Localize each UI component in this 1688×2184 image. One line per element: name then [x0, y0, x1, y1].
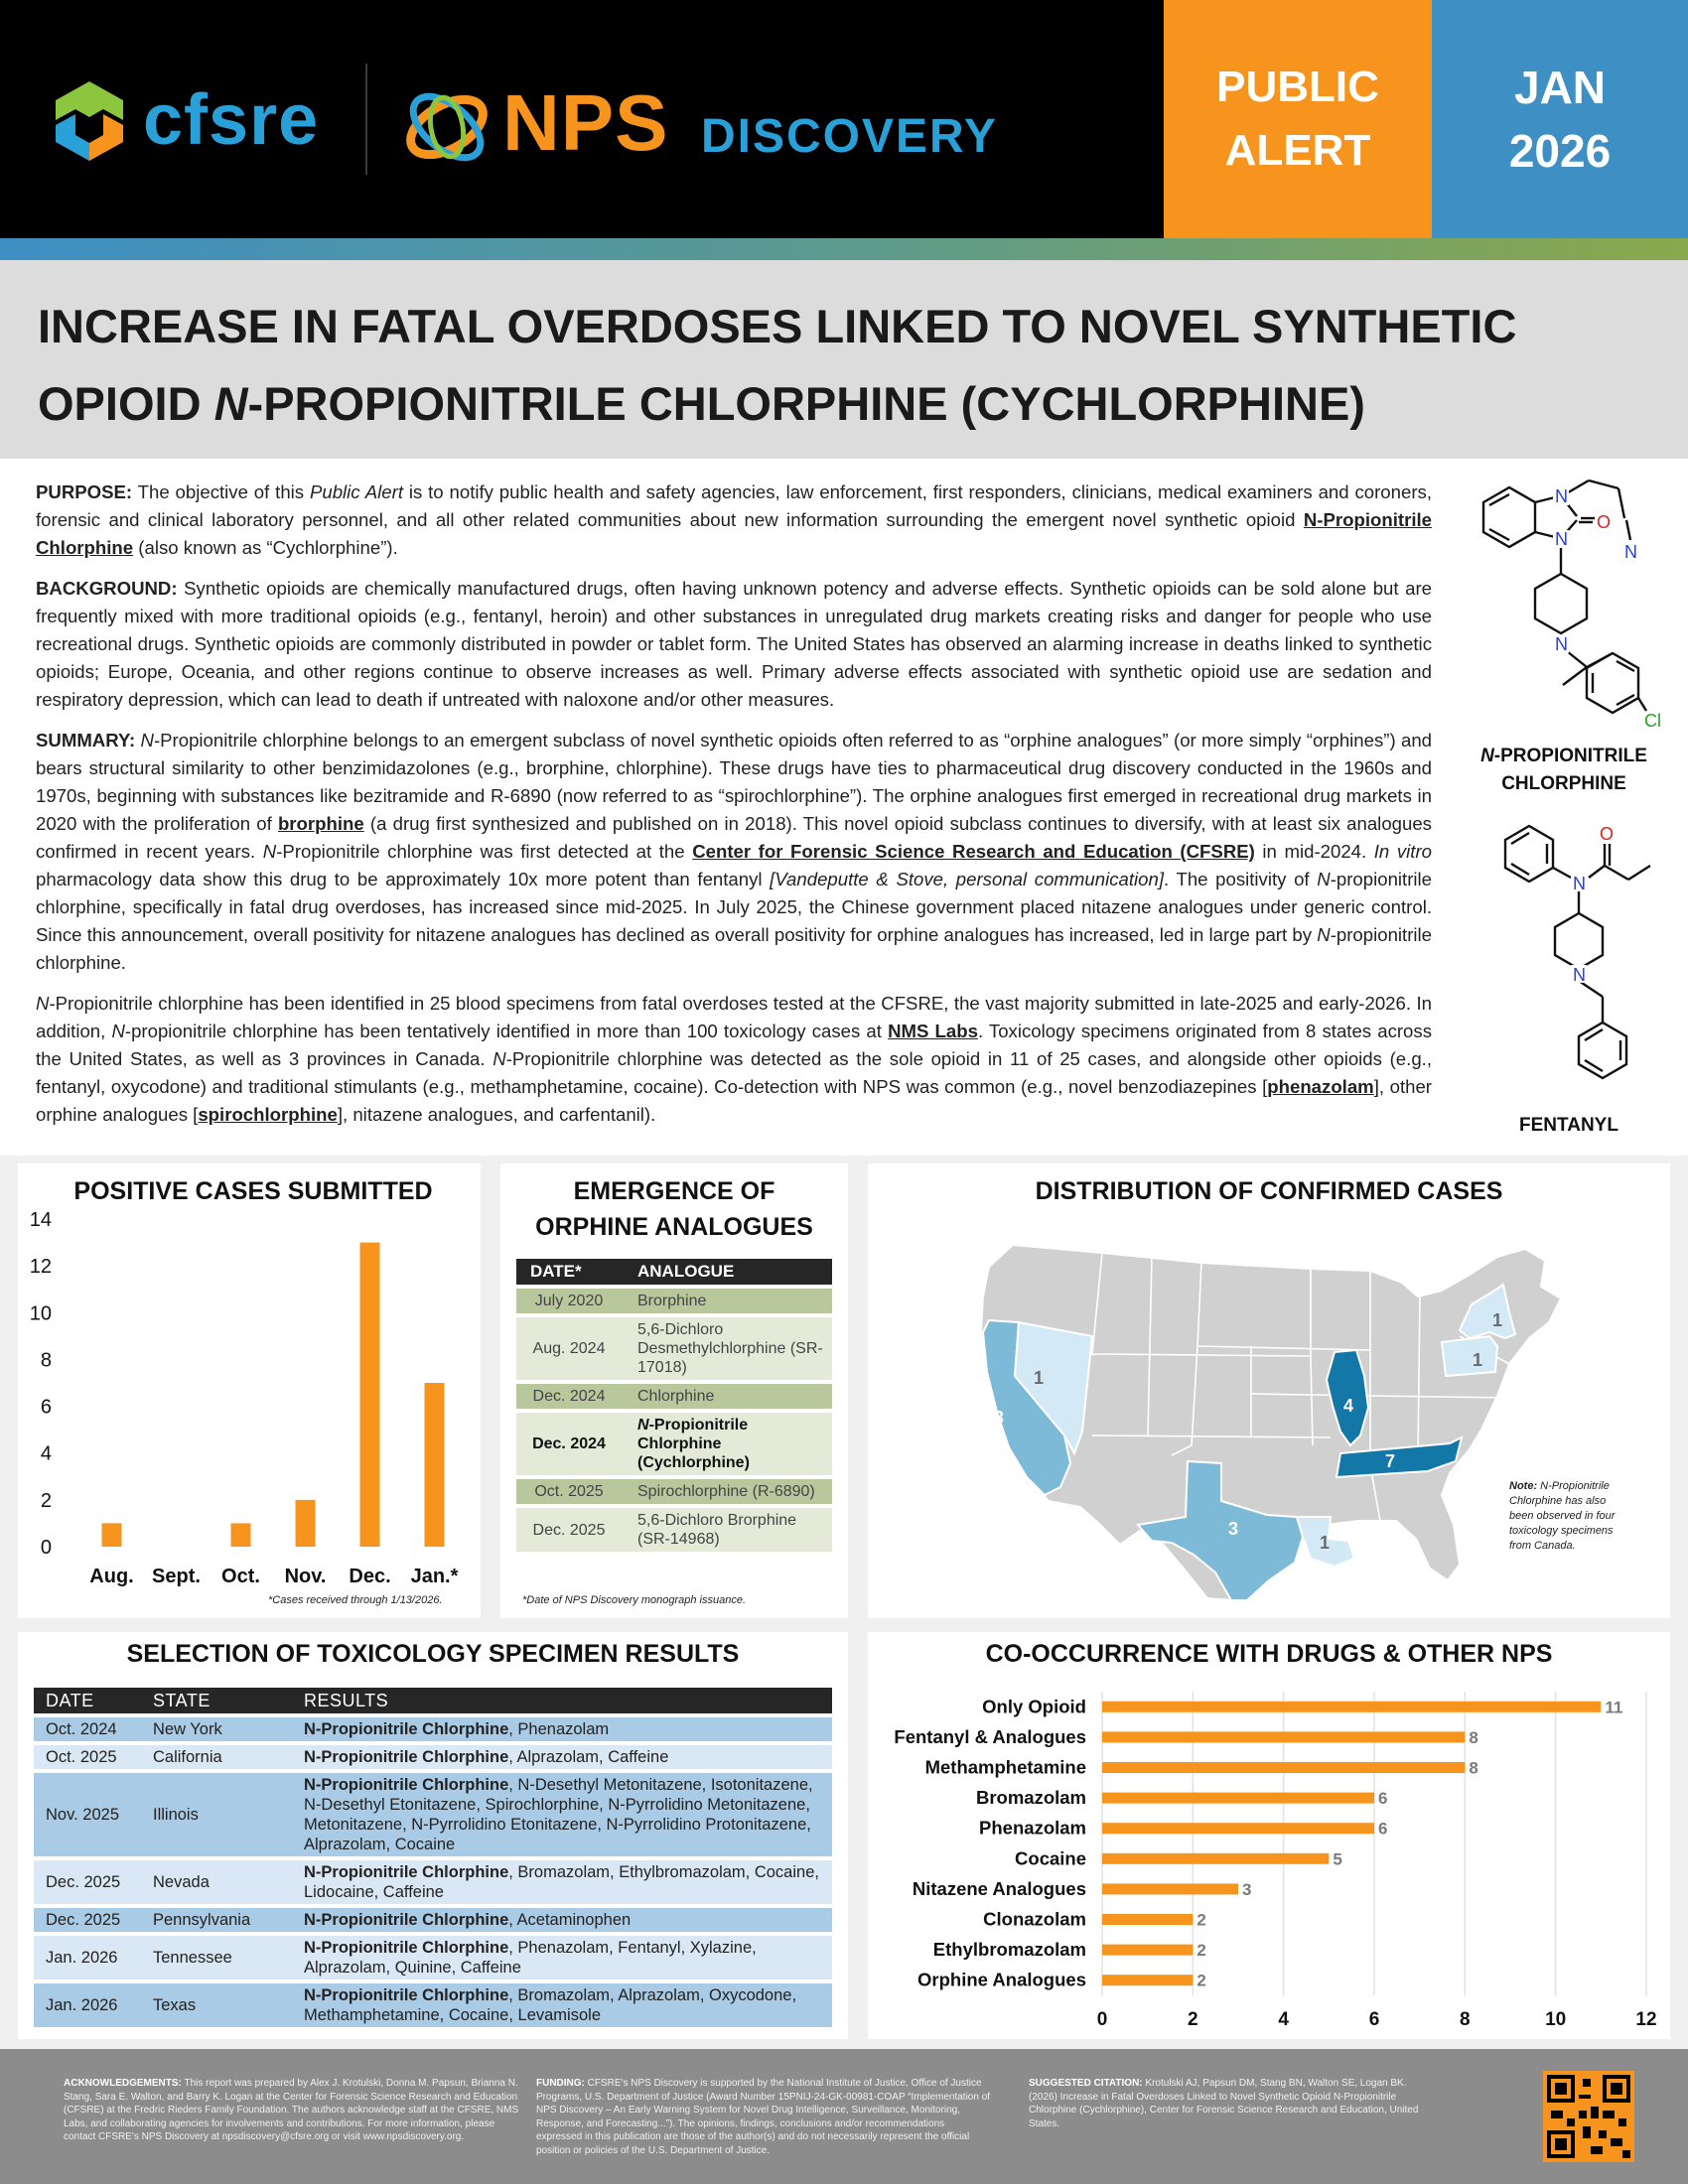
positive-cases-title: POSITIVE CASES SUBMITTED — [73, 1177, 433, 1205]
nps-discovery-logo — [397, 77, 1092, 177]
emergence-header-analogue: ANALOGUE — [624, 1259, 832, 1285]
distribution-title: DISTRIBUTION OF CONFIRMED CASES — [1035, 1177, 1503, 1205]
positive-cases-chart — [30, 1199, 477, 1616]
tox-header-date: DATE — [34, 1688, 141, 1713]
x-tick-label: 4 — [1278, 2009, 1289, 2030]
cooccurrence-title: CO-OCCURRENCE WITH DRUGS & OTHER NPS — [985, 1640, 1553, 1668]
emergence-row: July 2020 Brorphine — [516, 1289, 832, 1313]
title-line-1: INCREASE IN FATAL OVERDOSES LINKED TO NOVEL SYNTHETIC — [38, 300, 1517, 352]
alert-line-2: ALERT — [1224, 126, 1371, 175]
footer-funding: FUNDING: CFSRE's NPS Discovery is supported by the National Institute of Justice, Office of Justice Programs, U.S. Department of Justice (Award Number 15PNIJ-24-GK-00981-COAP “Implementation of NPS Discovery – An Early Warning System for Novel Drug Intelligence, Surveillance, Monitoring, Response, and Forecasting...”). The opinions, findings, conclusions and/or recommendations expressed in this publication are those of the author(s) and do not necessarily represent the official position or policies of the U.S. Department of Justice. — [536, 2078, 991, 2156]
body-text — [36, 478, 1432, 1142]
y-tick-label: 4 — [40, 1442, 52, 1465]
bar — [102, 1523, 122, 1547]
fentanyl-structure — [1479, 822, 1668, 1110]
x-tick-label: 10 — [1545, 2009, 1567, 2030]
toxicology-title: SELECTION OF TOXICOLOGY SPECIMEN RESULTS — [126, 1640, 740, 1668]
bar — [1102, 1883, 1238, 1894]
title-line-2: OPIOID N-PROPIONITRILE CHLORPHINE (CYCHLORPHINE) — [38, 377, 1365, 430]
count-california: 3 — [993, 1408, 1005, 1428]
category-label: Phenazolam — [979, 1817, 1086, 1839]
bar — [296, 1500, 316, 1547]
x-tick-label: 2 — [1188, 2009, 1198, 2030]
bar — [1102, 1853, 1329, 1864]
positive-cases-footnote: *Cases received through 1/13/2026. — [268, 1594, 443, 1606]
count-new-york: 1 — [1491, 1310, 1503, 1330]
cfsre-hexagon-icon — [52, 79, 127, 163]
atom-n1: N — [1555, 486, 1568, 506]
emergence-row: Dec. 2024 N-Propionitrile Chlorphine (Cychlorphine) — [516, 1413, 832, 1475]
qr-code-icon — [1543, 2071, 1634, 2162]
category-label: Only Opioid — [982, 1696, 1086, 1717]
x-tick-label: 0 — [1096, 2009, 1108, 2030]
atom-o: O — [1597, 512, 1612, 532]
purpose-paragraph: PURPOSE: The objective of this Public Alert is to notify public health and safety agencies, law enforcement, first responders, clinicians, medical examiners and coroners, forensic and clinical laboratory personnel, and all other related communities about new information surrounding the emergent novel synthetic opioid N-Propionitrile Chlorphine (also known as “Cychlorphine”). — [36, 481, 1432, 558]
category-label: Bromazolam — [975, 1787, 1086, 1809]
alert-line-1: PUBLIC — [1216, 63, 1379, 111]
x-tick-label: 12 — [1635, 2009, 1657, 2030]
bar — [231, 1523, 251, 1547]
background-paragraph: BACKGROUND: Synthetic opioids are chemically manufactured drugs, often having unknown potency and adverse effects. Synthetic opioids can be sold alone but are frequently mixed with more traditional opioids (e.g., fentanyl, heroin) and other substances in unregulated drug markets creating risks and danger for people who use recreational drugs. Synthetic opioids are commonly distributed in powder or tablet form. The United States has observed an alarming increase in deaths linked to synthetic opioids; Europe, Oceania, and other regions continue to observe increases as well. Primary adverse effects associated with synthetic opioid use are sedation and respiratory depression, which can lead to death if untreated with naloxone and/or other measures. — [36, 578, 1432, 710]
y-tick-label: 0 — [40, 1537, 52, 1559]
value-label: 3 — [1242, 1879, 1252, 1899]
count-texas: 3 — [1227, 1519, 1239, 1539]
emergence-title: EMERGENCE OF ORPHINE ANALOGUES — [535, 1177, 813, 1241]
cfsre-logo — [52, 77, 369, 167]
value-label: 2 — [1196, 1910, 1206, 1930]
y-tick-label: 8 — [40, 1349, 52, 1372]
atom-n2: N — [1555, 529, 1568, 549]
category-label: Methamphetamine — [924, 1756, 1086, 1778]
logo-divider — [365, 64, 367, 175]
map-note: Note: N-Propionitrile Chlorphine has also been observed in four toxicology specimens from Canada. — [1509, 1480, 1616, 1552]
date-month: JAN — [1513, 62, 1607, 113]
y-tick-label: 10 — [30, 1302, 52, 1325]
cooccurrence-chart — [860, 1678, 1664, 2035]
emergence-table — [516, 1255, 832, 1556]
nps-swirl-icon — [397, 77, 496, 177]
detail-paragraph: N-Propionitrile chlorphine has been identified in 25 blood specimens from fatal overdoses tested at the CFSRE, the vast majority submitted in late-2025 and early-2026. In addition, N-propionitrile chlorphine has been tentatively identified in more than 100 toxicology cases at NMS Labs. Toxicology specimens originated from 8 states across the United States, as well as 3 provinces in Canada. N-Propionitrile chlorphine was detected as the sole opioid in 11 of 25 cases, and alongside other opioids (e.g., fentanyl, oxycodone) and traditional stimulants (e.g., methamphetamine, cocaine). Co-detection with NPS was common (e.g., novel benzodiazepines [phenazolam], other orphine analogues [spirochlorphine], nitazene analogues, and carfentanil). — [36, 993, 1432, 1125]
n-propionitrile-chlorphine-structure — [1460, 475, 1668, 752]
y-tick-label: 2 — [40, 1489, 52, 1512]
emergence-row: Oct. 2025 Spirochlorphine (R-6890) — [516, 1479, 832, 1504]
count-pennsylvania: 1 — [1472, 1350, 1483, 1370]
emergence-row: Dec. 2024 Chlorphine — [516, 1384, 832, 1409]
value-label: 8 — [1469, 1727, 1478, 1747]
page-title — [38, 288, 1646, 443]
fentanyl-atom-n2: N — [1573, 965, 1586, 985]
bar — [1102, 1975, 1193, 1985]
category-label: Clonazolam — [983, 1908, 1086, 1930]
tox-row: Oct. 2025 California N-Propionitrile Chlorphine, Alprazolam, Caffeine — [34, 1745, 832, 1769]
emergence-row: Dec. 2025 5,6-Dichloro Brorphine (SR-14968) — [516, 1508, 832, 1552]
category-label: Fentanyl & Analogues — [894, 1725, 1086, 1747]
category-label: Nitazene Analogues — [912, 1877, 1086, 1899]
category-label: Ethylbromazolam — [932, 1939, 1086, 1961]
cfsre-wordmark: cfsre — [143, 80, 320, 160]
atom-n3: N — [1555, 634, 1568, 654]
x-tick-label: Sept. — [152, 1566, 201, 1587]
count-nevada: 1 — [1033, 1368, 1045, 1388]
count-tennessee: 7 — [1384, 1451, 1396, 1471]
tox-row: Nov. 2025 Illinois N-Propionitrile Chlorphine, N-Desethyl Metonitazene, Isotonitazene, N-Desethyl Etonitazene, Spirochlorphine, N-Pyrrolidino Metonitazene, Metonitazene, N-Pyrrolidino Etonitazene, N-Pyrrolidino Protonitazene, Alprazolam, Cocaine — [34, 1773, 832, 1856]
state-pennsylvania — [1442, 1336, 1497, 1376]
bar — [1102, 1702, 1601, 1712]
category-label: Cocaine — [1015, 1847, 1086, 1869]
emergence-header-date: DATE* — [516, 1259, 624, 1285]
footer-citation: SUGGESTED CITATION: Krotulski AJ, Papsun DM, Stang BN, Walton SE, Logan BK. (2026) Increase in Fatal Overdoses Linked to Novel Synthetic Opioid N-Propionitrile Chlorphine (Cychlorphine), Center for Forensic Science Research and Education, United States. — [1029, 2078, 1419, 2129]
emergence-footnote: *Date of NPS Discovery monograph issuance. — [522, 1594, 746, 1606]
toxicology-table — [34, 1684, 832, 2031]
fentanyl-atom-o: O — [1600, 824, 1615, 844]
tox-row: Oct. 2024 New York N-Propionitrile Chlorphine, Phenazolam — [34, 1717, 832, 1741]
tox-row: Jan. 2026 Texas N-Propionitrile Chlorphine, Bromazolam, Alprazolam, Oxycodone, Methamphetamine, Cocaine, Levamisole — [34, 1983, 832, 2027]
qr-code[interactable] — [1543, 2071, 1634, 2162]
n-propionitrile-chlorphine-link[interactable]: N-Propionitrile Chlorphine — [36, 509, 1432, 558]
x-tick-label: 8 — [1460, 2009, 1471, 2030]
bar — [1102, 1762, 1465, 1773]
category-label: Orphine Analogues — [917, 1969, 1086, 1990]
x-tick-label: Jan.* — [410, 1566, 459, 1587]
brorphine-link[interactable]: brorphine — [277, 813, 364, 834]
summary-paragraph: SUMMARY: N-Propionitrile chlorphine belongs to an emergent subclass of novel synthetic opioids often referred to as “orphine analogues” (or more simply “orphines”) and bears structural similarity to other benzimidazolones (e.g., brorphine, chlorphine). These drugs have ties to pharmaceutical drug discovery conducted in the 1960s and 1970s, beginning with substances like bezitramide and R-6890 (now referred to as “spirochlorphine”). The orphine analogues first emerged in recreational drug markets in 2020 with the proliferation of brorphine (a drug first synthesized and published on in 2018). This novel opioid subclass continues to diversify, with at least six analogues confirmed in recent years. N-Propionitrile chlorphine was first detected at the Center for Forensic Science Research and Education (CFSRE) in mid-2024. In vitro pharmacology data show this drug to be approximately 10x more potent than fentanyl [Vandeputte & Stove, personal communication]. The positivity of N-propionitrile chlorphine, specifically in fatal drug overdoses, has increased since mid-2025. In July 2025, the Chinese government placed nitazene analogues under generic control. Since this announcement, overall positivity for nitazene analogues has declined as overall positivity for orphine analogues has increased, led in large part by N-propionitrile chlorphine. — [36, 730, 1433, 973]
value-label: 11 — [1605, 1698, 1623, 1717]
count-louisiana: 1 — [1319, 1533, 1331, 1553]
value-label: 5 — [1333, 1849, 1342, 1869]
nms-labs-link[interactable]: NMS Labs — [888, 1021, 978, 1041]
atom-cl: Cl — [1644, 711, 1661, 731]
cfsre-link[interactable]: Center for Forensic Science Research and Education (CFSRE) — [692, 841, 1255, 862]
discovery-wordmark: DISCOVERY — [701, 110, 998, 163]
bar — [1102, 1945, 1193, 1956]
structure-label-fentanyl: FENTANYL — [1519, 1115, 1618, 1136]
phenazolam-link[interactable]: phenazolam — [1267, 1076, 1374, 1097]
tox-header-state: STATE — [141, 1688, 292, 1713]
us-map — [953, 1227, 1589, 1604]
y-tick-label: 12 — [30, 1256, 52, 1279]
y-tick-label: 6 — [40, 1396, 52, 1419]
spirochlorphine-link[interactable]: spirochlorphine — [198, 1104, 338, 1125]
bar — [425, 1383, 445, 1547]
fentanyl-atom-n1: N — [1573, 874, 1586, 893]
value-label: 2 — [1196, 1941, 1206, 1961]
public-alert-badge — [1164, 0, 1432, 238]
atom-n-nitrile: N — [1624, 542, 1637, 562]
bar — [1102, 1823, 1374, 1834]
emergence-row: Aug. 2024 5,6-Dichloro Desmethylchlorphine (SR-17018) — [516, 1317, 832, 1380]
x-tick-label: Aug. — [89, 1566, 134, 1587]
structure-label-chlorphine: N-PROPIONITRILE CHLORPHINE — [1480, 746, 1647, 794]
tox-row: Dec. 2025 Nevada N-Propionitrile Chlorphine, Bromazolam, Ethylbromazolam, Cocaine, Lidocaine, Caffeine — [34, 1860, 832, 1904]
count-illinois: 4 — [1342, 1396, 1354, 1416]
bar — [1102, 1914, 1193, 1925]
value-label: 6 — [1378, 1789, 1388, 1809]
tox-header-results: RESULTS — [292, 1688, 832, 1713]
bar — [1102, 1793, 1374, 1804]
y-tick-label: 14 — [30, 1209, 52, 1231]
tox-row: Dec. 2025 Pennsylvania N-Propionitrile Chlorphine, Acetaminophen — [34, 1908, 832, 1932]
x-tick-label: Nov. — [284, 1566, 327, 1587]
x-tick-label: 6 — [1368, 2009, 1380, 2030]
value-label: 6 — [1378, 1819, 1388, 1839]
nps-wordmark: NPS — [502, 78, 669, 167]
x-tick-label: Dec. — [349, 1566, 391, 1587]
x-tick-label: Oct. — [221, 1566, 260, 1587]
tox-row: Jan. 2026 Tennessee N-Propionitrile Chlorphine, Phenazolam, Fentanyl, Xylazine, Alprazolam, Quinine, Caffeine — [34, 1936, 832, 1979]
value-label: 8 — [1469, 1758, 1478, 1778]
issue-date-badge — [1432, 0, 1688, 238]
bar — [1102, 1731, 1465, 1742]
bar — [360, 1243, 380, 1547]
value-label: 2 — [1196, 1971, 1206, 1990]
date-year: 2026 — [1508, 125, 1612, 177]
footer-acknowledgements: ACKNOWLEDGEMENTS: This report was prepared by Alex J. Krotulski, Donna M. Papsun, Brianna N. Stang, Sara E. Walton, and Barry K. Logan at the Center for Forensic Science Research and Education (CFSRE) at the Fredric Rieders Family Foundation. The authors acknowledge staff at the CFSRE, NMS Labs, and collaborating agencies for involvements and contributions. For more information, please contact CFSRE's NPS Discovery at npsdiscovery@cfsre.org or visit www.npsdiscovery.org. — [64, 2078, 519, 2143]
color-stripe — [0, 238, 1688, 260]
